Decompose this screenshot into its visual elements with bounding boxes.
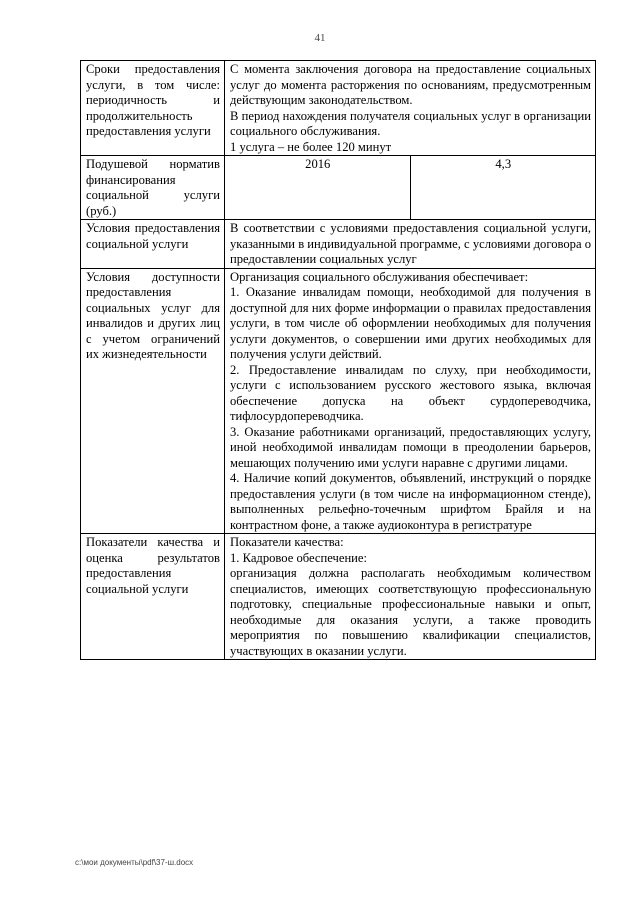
paragraph: Организация социального обслуживания обеспечивает: [230,269,529,284]
row-label-funding: Подушевой норматив финансирования социальной услуги (руб.) [81,156,225,220]
paragraph: В соответствии с условиями предоставления социальной услуги, указанными в индивидуальной программе, с условиями договора о предоставлении социальных услуг [230,221,591,266]
paragraph: 4. Наличие копий документов, объявлений, инструкций о порядке предоставления услуги (в том числе на информационном стенде), выполненных рельефно-точечным шрифтом Брайля и на контрастном фоне, а также аудиоконтура в регистратуре [230,471,591,532]
paragraph: Показатели качества: [230,535,344,549]
row-content-conditions [225,220,596,269]
paragraph: 3. Оказание работниками организаций, предоставляющих услугу, иной необходимой инвалидам помощи в преодолении барьеров, мешающих получению ими услуги наравне с другими лицами. [230,424,591,470]
row-content-accessibility [225,268,596,534]
row-label-accessibility: Условия доступности предоставления социальных услуг для инвалидов и других лиц с учетом ограничений их жизнедеятельности [81,268,225,534]
row-label-quality: Показатели качества и оценка результатов предоставления социальной услуги [81,534,225,660]
funding-year: 2016 [225,156,411,220]
table-row-quality [81,534,596,660]
table-row-funding [81,156,596,220]
table-row-accessibility [81,268,596,534]
paragraph: В период нахождения получателя социальных услуг в организации социального обслуживания. [230,108,591,138]
row-label-conditions: Условия предоставления социальной услуги [81,220,225,269]
paragraph: 1 услуга – не более 120 минут [230,139,392,154]
paragraph: С момента заключения договора на предоставление социальных услуг до момента расторжения по основаниям, предусмотренным действующим законодательством. [230,62,591,107]
table-row-conditions [81,220,596,269]
paragraph: организация должна располагать необходимым количеством специалистов, имеющих соответствующую профессиональную подготовку, специальные профессиональные навыки и опыт, необходимые для оказания услуги, а также проводить мероприятия по повышению квалификации специалистов, участвующих в оказании услуги. [230,566,591,658]
table-row-terms [81,61,596,156]
paragraph: 1. Оказание инвалидам помощи, необходимой для получения в доступной для них форме информации о правилах предоставления услуги, в том числе об оформлении необходимых для получения услуги документов, о совершении ими других необходимых для получения услуги действий. [230,285,591,361]
service-table [80,60,596,660]
row-content-terms [225,61,596,156]
row-label-terms: Сроки предоставления услуги, в том числе: периодичность и продолжительность предоставления услуги [81,61,225,156]
paragraph: 2. Предоставление инвалидам по слуху, при необходимости, услуги с использованием русского жестового языка, включая обеспечение допуска на объект сурдопереводчика, тифлосурдопереводчика. [230,362,591,423]
file-path-footer: c:\мои документы\pdf\37-ш.docx [75,858,194,867]
paragraph: 1. Кадровое обеспечение: [230,550,368,565]
row-content-quality [225,534,596,660]
funding-amount: 4,3 [410,156,596,220]
page-number: 41 [314,32,326,44]
